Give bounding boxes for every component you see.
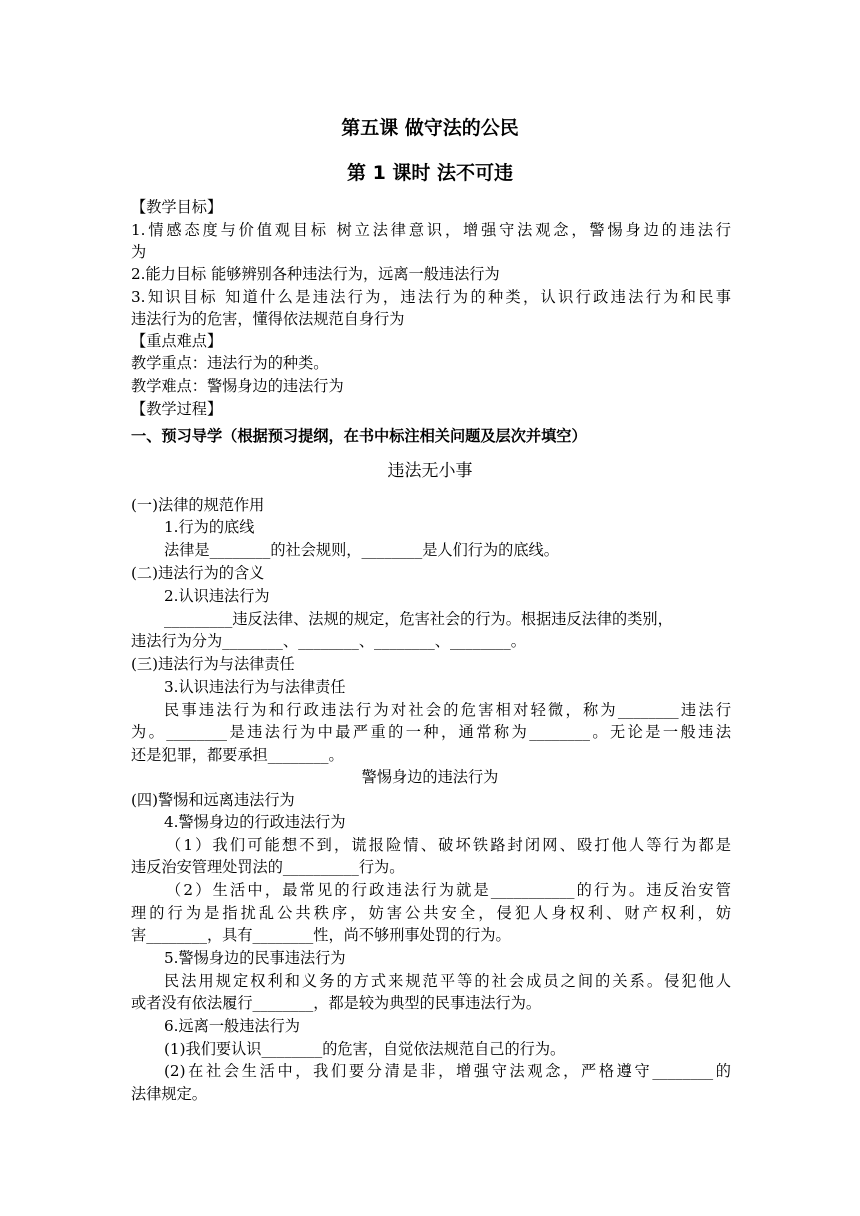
fill-blank-line: _________违反法律、法规的规定，危害社会的行为。根据违反法律的类别， bbox=[164, 610, 673, 628]
section-heading-keypoints: 【重点难点】 bbox=[131, 332, 223, 350]
topic-heading: 违法无小事 bbox=[387, 461, 473, 481]
lesson-subtitle: 第 1 课时 法不可违 bbox=[346, 162, 514, 184]
text-line: 2.认识违法行为 bbox=[164, 587, 270, 605]
text-line: 3.认识违法行为与法律责任 bbox=[164, 678, 346, 696]
text-line: (一)法律的规范作用 bbox=[131, 496, 265, 514]
topic-heading: 警惕身边的违法行为 bbox=[361, 768, 499, 786]
text-line: 1.情感态度与价值观目标 树立法律意识，增强守法观念，警惕身边的违法行 bbox=[131, 221, 731, 239]
text-line: 6.远离一般违法行为 bbox=[164, 1017, 300, 1035]
fill-blank-line: 或者没有依法履行________，都是较为典型的民事违法行为。 bbox=[131, 994, 542, 1012]
fill-blank-line: 法律是________的社会规则，________是人们行为的底线。 bbox=[164, 541, 559, 559]
fill-blank-line: （2）生活中，最常见的行政违法行为就是___________的行为。违反治安管 bbox=[166, 881, 731, 899]
fill-blank-line: (1)我们要认识________的危害，自觉依法规范自己的行为。 bbox=[164, 1040, 566, 1058]
fill-blank-line: 违反治安管理处罚法的__________行为。 bbox=[131, 858, 405, 876]
text-line: 理的行为是指扰乱公共秩序，妨害公共安全，侵犯人身权利、财产权利，妨 bbox=[131, 904, 731, 922]
text-line: (三)违法行为与法律责任 bbox=[131, 655, 295, 673]
text-line: 民法用规定权利和义务的方式来规范平等的社会成员之间的关系。侵犯他人 bbox=[164, 972, 731, 990]
text-line: （1）我们可能想不到，谎报险情、破坏铁路封闭网、殴打他人等行为都是 bbox=[166, 836, 731, 854]
text-line: 2.能力目标 能够辨别各种违法行为，远离一般违法行为 bbox=[131, 265, 500, 283]
text-line: 3.知识目标 知道什么是违法行为，违法行为的种类，认识行政违法行为和民事 bbox=[131, 288, 731, 306]
text-line: 为 bbox=[131, 243, 147, 261]
section-heading-objectives: 【教学目标】 bbox=[131, 198, 223, 216]
fill-blank-line: (2)在社会生活中，我们要分清是非，增强守法观念，严格遵守________的 bbox=[164, 1062, 731, 1080]
lesson-title: 第五课 做守法的公民 bbox=[341, 117, 519, 139]
fill-blank-line: 违法行为分为________、________、________、________。 bbox=[131, 632, 526, 650]
text-line: (二)违法行为的含义 bbox=[131, 564, 265, 582]
fill-blank-line: 还是犯罪，都要承担________。 bbox=[131, 746, 344, 764]
part-heading: 一、预习导学（根据预习提纲，在书中标注相关问题及层次并填空） bbox=[131, 427, 587, 445]
section-heading-process: 【教学过程】 bbox=[131, 400, 223, 418]
text-line: 教学难点：警惕身边的违法行为 bbox=[131, 377, 344, 395]
text-line: 教学重点：违法行为的种类。 bbox=[131, 354, 329, 372]
text-line: 5.警惕身边的民事违法行为 bbox=[164, 949, 346, 967]
text-line: 4.警惕身边的行政违法行为 bbox=[164, 813, 346, 831]
text-line: (四)警惕和远离违法行为 bbox=[131, 791, 295, 809]
fill-blank-line: 为。________是违法行为中最严重的一种，通常称为________。无论是一般违法 bbox=[131, 723, 731, 741]
fill-blank-line: 害________，具有________性，尚不够刑事处罚的行为。 bbox=[131, 926, 511, 944]
text-line: 违法行为的危害，懂得依法规范自身行为 bbox=[131, 310, 405, 328]
fill-blank-line: 民事违法行为和行政违法行为对社会的危害相对轻微，称为________违法行 bbox=[164, 701, 731, 719]
text-line: 1.行为的底线 bbox=[164, 518, 255, 536]
text-line: 法律规定。 bbox=[131, 1085, 207, 1103]
